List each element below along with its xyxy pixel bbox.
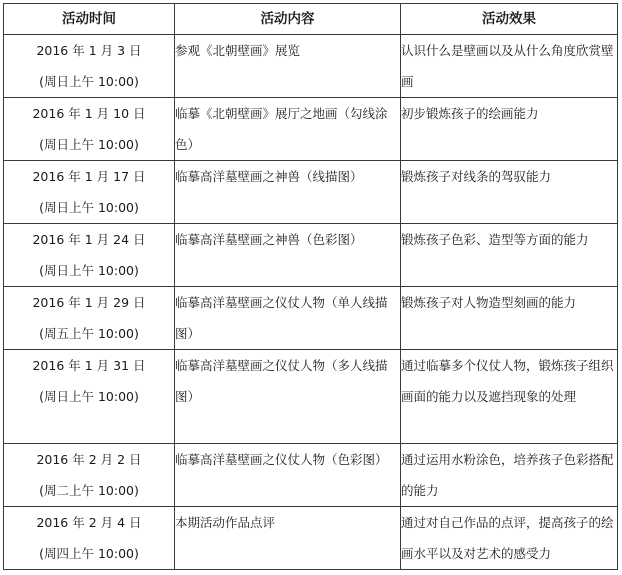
- weekday-text: (周日上午 10:00): [39, 137, 139, 152]
- content-cell: 本期活动作品点评: [175, 507, 401, 570]
- header-row: [4, 4, 618, 35]
- time-cell: [4, 161, 175, 224]
- effect-cell: 初步锻炼孩子的绘画能力: [401, 98, 618, 161]
- time-cell: [4, 444, 175, 507]
- content-cell: 临摹高洋墓壁画之仪仗人物（多人线描图）: [175, 350, 401, 444]
- header-time: 活动时间: [4, 4, 175, 35]
- table-row: [4, 507, 618, 570]
- time-cell: [4, 35, 175, 98]
- table-row: [4, 287, 618, 350]
- date-text: 2016 年 1 月 31 日: [32, 358, 146, 373]
- date-text: 2016 年 1 月 17 日: [32, 169, 146, 184]
- weekday-text: (周日上午 10:00): [39, 200, 139, 215]
- table-row: [4, 161, 618, 224]
- effect-cell: 通过临摹多个仪仗人物，锻炼孩子组织画面的能力以及遮挡现象的处理: [401, 350, 618, 444]
- content-cell: 参观《北朝壁画》展览: [175, 35, 401, 98]
- content-cell: 临摹高洋墓壁画之仪仗人物（色彩图）: [175, 444, 401, 507]
- content-cell: 临摹高洋墓壁画之神兽（色彩图）: [175, 224, 401, 287]
- date-text: 2016 年 1 月 24 日: [32, 232, 146, 247]
- weekday-text: (周日上午 10:00): [39, 389, 139, 404]
- time-cell: [4, 98, 175, 161]
- weekday-text: (周二上午 10:00): [39, 483, 139, 498]
- weekday-text: (周五上午 10:00): [39, 326, 139, 341]
- activity-schedule-table: [3, 3, 618, 570]
- content-cell: 临摹高洋墓壁画之神兽（线描图）: [175, 161, 401, 224]
- time-cell: [4, 224, 175, 287]
- date-text: 2016 年 1 月 3 日: [36, 43, 142, 58]
- content-cell: 临摹《北朝壁画》展厅之地画（勾线涂色）: [175, 98, 401, 161]
- table-row: [4, 98, 618, 161]
- date-text: 2016 年 2 月 2 日: [36, 452, 142, 467]
- table-row: [4, 224, 618, 287]
- table-row: [4, 35, 618, 98]
- date-text: 2016 年 2 月 4 日: [36, 515, 142, 530]
- effect-cell: 通过运用水粉涂色，培养孩子色彩搭配的能力: [401, 444, 618, 507]
- table-row: [4, 444, 618, 507]
- weekday-text: (周日上午 10:00): [39, 263, 139, 278]
- table-row: [4, 350, 618, 444]
- time-cell: [4, 287, 175, 350]
- effect-cell: 锻炼孩子色彩、造型等方面的能力: [401, 224, 618, 287]
- effect-cell: 锻炼孩子对线条的驾驭能力: [401, 161, 618, 224]
- effect-cell: 认识什么是壁画以及从什么角度欣赏壁画: [401, 35, 618, 98]
- effect-cell: 通过对自己作品的点评，提高孩子的绘画水平以及对艺术的感受力: [401, 507, 618, 570]
- time-cell: [4, 507, 175, 570]
- effect-cell: 锻炼孩子对人物造型刻画的能力: [401, 287, 618, 350]
- weekday-text: (周日上午 10:00): [39, 74, 139, 89]
- content-cell: 临摹高洋墓壁画之仪仗人物（单人线描图）: [175, 287, 401, 350]
- date-text: 2016 年 1 月 29 日: [32, 295, 146, 310]
- time-cell: [4, 350, 175, 444]
- weekday-text: (周四上午 10:00): [39, 546, 139, 561]
- header-effect: 活动效果: [401, 4, 618, 35]
- header-content: 活动内容: [175, 4, 401, 35]
- date-text: 2016 年 1 月 10 日: [32, 106, 146, 121]
